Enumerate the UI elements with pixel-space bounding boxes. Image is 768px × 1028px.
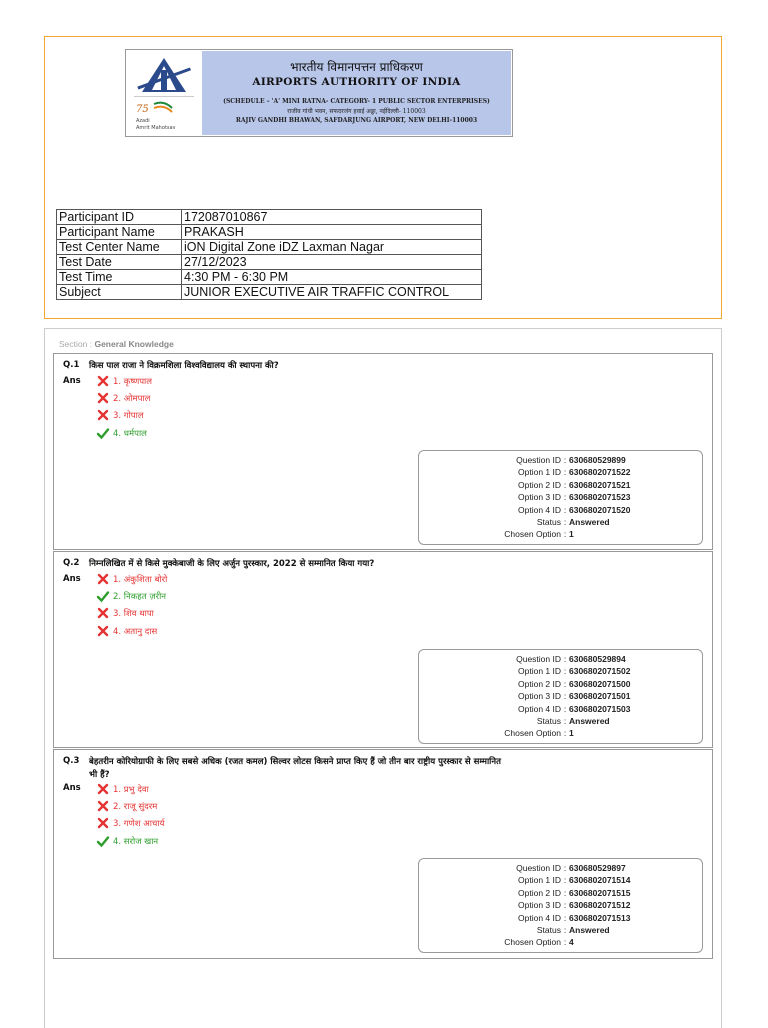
info-label: Test Date (57, 255, 182, 270)
question-card (53, 353, 713, 550)
meta-value: 6306802071521 (569, 479, 631, 490)
meta-separator: : (563, 887, 567, 898)
question-text: किस पाल राजा ने विक्रमशिला विश्वविद्यालय की स्थापना की? (89, 361, 279, 371)
meta-separator: : (563, 691, 567, 702)
meta-row (419, 516, 702, 528)
answer-option (96, 426, 147, 440)
question-meta-box (418, 858, 703, 953)
svg-text:Amrit Mahotsav: Amrit Mahotsav (136, 125, 176, 131)
meta-separator: : (563, 728, 567, 739)
answer-option (96, 624, 157, 638)
meta-label: Option 2 ID (518, 678, 561, 689)
answer-option (96, 391, 150, 405)
meta-row (419, 504, 702, 516)
meta-row (419, 690, 702, 702)
meta-row (419, 479, 702, 491)
meta-label: Status (536, 516, 561, 527)
meta-separator: : (563, 479, 567, 490)
meta-value: 6306802071520 (569, 504, 631, 515)
participant-info-table (56, 209, 482, 300)
meta-row (419, 899, 702, 911)
answer-option (96, 374, 152, 388)
info-label: Participant ID (57, 210, 182, 225)
meta-separator: : (563, 900, 567, 911)
question-card (53, 551, 713, 748)
meta-value: Answered (569, 715, 610, 726)
meta-label: Chosen Option (504, 937, 561, 948)
meta-label: Question ID (516, 455, 561, 465)
ans-label: Ans (63, 376, 81, 386)
meta-label: Option 3 ID (518, 691, 561, 702)
svg-text:Azadi: Azadi (136, 118, 150, 124)
question-number: Q.2 (63, 558, 80, 568)
option-text: 2. ओमपाल (113, 393, 151, 404)
meta-value: 6306802071513 (569, 912, 631, 923)
question-meta-box (418, 450, 703, 545)
answer-option (96, 782, 149, 796)
option-text: 1. अंकुशिता बोरो (113, 574, 168, 585)
option-text: 4. धर्मपाल (113, 428, 147, 439)
answer-option (96, 589, 166, 603)
section-label (59, 339, 174, 349)
meta-separator: : (563, 703, 567, 714)
meta-row (419, 874, 702, 886)
table-row (57, 285, 482, 300)
meta-row (419, 715, 702, 727)
answer-option (96, 834, 158, 848)
meta-label: Option 1 ID (518, 666, 561, 677)
meta-value: 6306802071522 (569, 467, 631, 478)
option-text: 4. अतानु दास (113, 626, 158, 637)
check-icon (96, 834, 110, 848)
meta-label: Option 4 ID (518, 703, 561, 714)
meta-separator: : (563, 654, 567, 664)
cross-icon (96, 572, 110, 586)
meta-value: 6306802071502 (569, 666, 631, 677)
meta-value: 6306802071500 (569, 678, 631, 689)
meta-row (419, 528, 702, 540)
table-row (57, 270, 482, 285)
meta-separator: : (563, 678, 567, 689)
meta-label: Chosen Option (504, 529, 561, 540)
meta-value: 6306802071512 (569, 900, 631, 911)
meta-value: Answered (569, 924, 610, 935)
table-row (57, 240, 482, 255)
cross-icon (96, 624, 110, 638)
meta-row (419, 653, 702, 665)
option-text: 3. गोपाल (113, 410, 144, 421)
banner-text-area (202, 51, 511, 135)
option-text: 3. गणेश आचार्य (113, 818, 165, 829)
meta-row (419, 665, 702, 677)
question-text: निम्नलिखित में से किसे मुक्केबाजी के लिए अर्जुन पुरस्कार, 2022 से सम्मानित किया गया? (89, 559, 375, 569)
option-text: 4. सरोज खान (113, 836, 159, 847)
meta-label: Option 2 ID (518, 479, 561, 490)
meta-separator: : (563, 455, 567, 465)
meta-row (419, 727, 702, 739)
ans-label: Ans (63, 783, 81, 793)
meta-value: 6306802071514 (569, 875, 631, 886)
meta-row (419, 703, 702, 715)
meta-value: 630680529899 (569, 455, 626, 465)
cross-icon (96, 391, 110, 405)
ans-label: Ans (63, 574, 81, 584)
meta-value: 6306802071515 (569, 887, 631, 898)
info-label: Participant Name (57, 225, 182, 240)
meta-separator: : (563, 666, 567, 677)
cross-icon (96, 374, 110, 388)
info-value: PRAKASH (182, 225, 482, 240)
meta-label: Question ID (516, 654, 561, 664)
meta-value: 6306802071523 (569, 492, 631, 503)
cross-icon (96, 799, 110, 813)
section-name: General Knowledge (94, 339, 174, 349)
answer-option (96, 606, 154, 620)
meta-separator: : (563, 863, 567, 873)
section-prefix: Section : (59, 339, 93, 349)
meta-row (419, 924, 702, 936)
option-text: 2. राजू सुंदरम (113, 801, 158, 812)
meta-separator: : (563, 467, 567, 478)
question-number: Q.3 (63, 756, 80, 766)
meta-row (419, 491, 702, 503)
svg-text:75: 75 (136, 104, 149, 115)
meta-value: 6306802071501 (569, 691, 631, 702)
answer-option (96, 799, 157, 813)
meta-label: Status (536, 715, 561, 726)
aai-logo (128, 52, 200, 134)
meta-label: Option 2 ID (518, 887, 561, 898)
meta-row (419, 454, 702, 466)
meta-label: Option 1 ID (518, 467, 561, 478)
cross-icon (96, 816, 110, 830)
question-meta-box (418, 649, 703, 744)
table-row (57, 255, 482, 270)
meta-label: Option 4 ID (518, 912, 561, 923)
meta-value: 1 (569, 728, 574, 739)
info-value: 4:30 PM - 6:30 PM (182, 270, 482, 285)
meta-separator: : (563, 924, 567, 935)
org-name-hindi: भारतीय विमानपत्तन प्राधिकरण (290, 60, 423, 74)
meta-value: 1 (569, 529, 574, 540)
meta-label: Chosen Option (504, 728, 561, 739)
meta-row (419, 887, 702, 899)
address-hindi: राजीव गांधी भवन, सफदरजंग हवाई अड्डा, नईदिल्ली- 110003 (287, 108, 426, 115)
aai-logo-icon (128, 52, 200, 134)
meta-separator: : (563, 492, 567, 503)
meta-row (419, 912, 702, 924)
meta-label: Option 4 ID (518, 504, 561, 515)
meta-separator: : (563, 715, 567, 726)
table-row (57, 225, 482, 240)
meta-value: Answered (569, 516, 610, 527)
check-icon (96, 426, 110, 440)
check-icon (96, 589, 110, 603)
meta-row (419, 678, 702, 690)
schedule-text: (SCHEDULE – 'A' MINI RATNA- CATEGORY- 1 PUBLIC SECTOR ENTERPRISES) (223, 98, 490, 105)
answer-option (96, 816, 164, 830)
info-value: 27/12/2023 (182, 255, 482, 270)
meta-label: Option 1 ID (518, 875, 561, 886)
option-text: 1. प्रभु देवा (113, 784, 149, 795)
org-name: AIRPORTS AUTHORITY OF INDIA (252, 76, 461, 88)
meta-separator: : (563, 937, 567, 948)
question-number: Q.1 (63, 360, 80, 370)
meta-row (419, 862, 702, 874)
info-value: JUNIOR EXECUTIVE AIR TRAFFIC CONTROL (182, 285, 482, 300)
cross-icon (96, 408, 110, 422)
meta-value: 4 (569, 937, 574, 948)
question-card (53, 749, 713, 959)
aai-banner (125, 49, 513, 137)
meta-label: Option 3 ID (518, 492, 561, 503)
option-text: 3. शिव थापा (113, 608, 154, 619)
meta-separator: : (563, 912, 567, 923)
question-text: बेहतरीन कोरियोग्राफी के लिए सबसे अधिक (रजत कमल) सिल्वर लोटस किसने प्राप्त किए हैं जो तीन बार राष्ट्रीय पुरस्कार से सम्मानित भी हैं? (89, 757, 501, 780)
meta-row (419, 936, 702, 948)
table-row (57, 210, 482, 225)
meta-value: 630680529897 (569, 863, 626, 873)
answer-option (96, 408, 144, 422)
answer-option (96, 572, 167, 586)
cross-icon (96, 606, 110, 620)
info-label: Test Center Name (57, 240, 182, 255)
meta-separator: : (563, 504, 567, 515)
meta-label: Status (536, 924, 561, 935)
meta-separator: : (563, 516, 567, 527)
option-text: 2. निकहत ज़रीन (113, 591, 167, 602)
option-text: 1. कृष्णपाल (113, 376, 153, 387)
meta-separator: : (563, 529, 567, 540)
info-value: iON Digital Zone iDZ Laxman Nagar (182, 240, 482, 255)
address: RAJIV GANDHI BHAWAN, SAFDARJUNG AIRPORT, NEW DELHI-110003 (235, 117, 478, 124)
meta-label: Option 3 ID (518, 900, 561, 911)
cross-icon (96, 782, 110, 796)
info-label: Test Time (57, 270, 182, 285)
meta-row (419, 466, 702, 478)
meta-value: 6306802071503 (569, 703, 631, 714)
meta-value: 630680529894 (569, 654, 626, 664)
meta-separator: : (563, 875, 567, 886)
meta-label: Question ID (516, 863, 561, 873)
info-label: Subject (57, 285, 182, 300)
info-value: 172087010867 (182, 210, 482, 225)
